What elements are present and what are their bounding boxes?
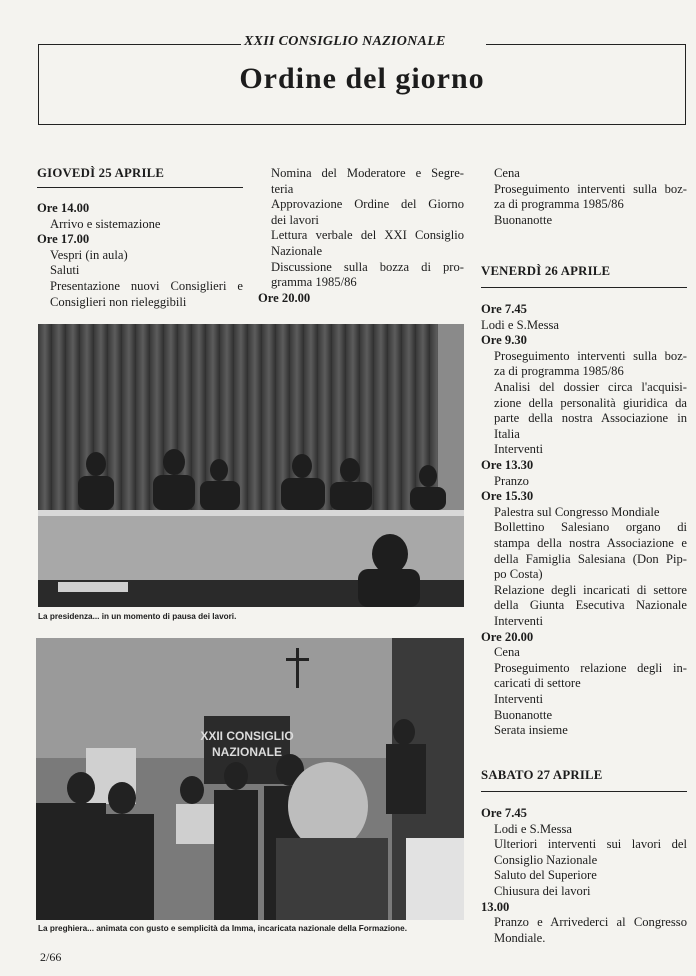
thursday-heading: GIOVEDÌ 25 APRILE [37, 166, 165, 180]
agenda-item: della Giunta Esecutiva Nazionale [494, 598, 687, 613]
thursday-section [37, 166, 243, 310]
thursday-continued [258, 166, 464, 306]
page-number: 2/66 [40, 950, 62, 964]
agenda-item: Nomina del Moderatore e Segre- [271, 166, 464, 180]
agenda-item: Saluto del Superiore [494, 868, 597, 883]
presidency-photo [38, 324, 464, 607]
friday-section [481, 264, 687, 739]
thursday-evening [481, 166, 687, 228]
agenda-item: Buonanotte [494, 212, 553, 227]
time-label: Ore 7.45 [481, 302, 527, 317]
agenda-item: Discussione sulla bozza di pro- [271, 259, 464, 274]
friday-heading: VENERDÌ 26 APRILE [481, 264, 611, 278]
agenda-item: Cena [494, 645, 520, 660]
thursday-lines [37, 201, 243, 310]
agenda-item: Lodi e S.Messa [481, 317, 560, 332]
agenda-item: Arrivo e sistemazione [50, 216, 161, 231]
agenda-item: zione della personalità giuridica da [494, 395, 687, 410]
presidency-photo-image [38, 324, 464, 607]
agenda-item: Vespri (in aula) [50, 247, 128, 262]
agenda-item: Relazione degli incaricati di settore [494, 582, 687, 597]
agenda-item: Saluti [50, 263, 80, 278]
agenda-item: po Costa) [494, 567, 543, 582]
agenda-item: za di programma 1985/86 [494, 364, 624, 379]
time-label: Ore 14.00 [37, 201, 90, 216]
time-label: Ore 15.30 [481, 489, 534, 504]
time-label: Ore 20.00 [258, 290, 311, 305]
agenda-item: parte della nostra Associazione in [494, 411, 687, 426]
prayer-photo-image [36, 638, 464, 920]
agenda-item: Chiusura dei lavori [494, 884, 591, 899]
agenda-item: Consiglio Nazionale [494, 852, 598, 867]
time-label: Ore 17.00 [37, 232, 90, 247]
agenda-item: Bollettino Salesiano organo di [494, 520, 687, 535]
time-label: Ore 9.30 [481, 333, 527, 348]
agenda-item: Ulteriori interventi sui lavori del [494, 837, 687, 852]
agenda-item: Interventi [494, 691, 543, 706]
agenda-item: Presentazione nuovi Consiglieri e [50, 279, 243, 294]
agenda-item: Consiglieri non rieleggibili [50, 294, 187, 309]
agenda-item: dei lavori [271, 212, 319, 227]
time-label: Ore 20.00 [481, 629, 534, 644]
agenda-item: Proseguimento interventi sulla boz- [494, 181, 687, 196]
agenda-item: stampa della nostra Associazione e [494, 536, 687, 550]
agenda-item: Lodi e S.Messa [494, 821, 573, 836]
agenda-item: Pranzo e Arrivederci al Congresso [494, 915, 687, 930]
agenda-item: Palestra sul Congresso Mondiale [494, 504, 660, 519]
agenda-item: Nazionale [271, 243, 323, 258]
friday-rule [481, 287, 687, 289]
time-label: 13.00 [481, 899, 510, 914]
agenda-item: Lettura verbale del XXI Consiglio [271, 228, 464, 243]
agenda-item: Analisi del dossier circa l'acquisi- [494, 380, 687, 395]
thursday-rule [37, 187, 243, 189]
saturday-heading: SABATO 27 APRILE [481, 768, 603, 782]
time-label: Ore 7.45 [481, 806, 527, 821]
agenda-item: Approvazione Ordine del Giorno [271, 197, 464, 212]
agenda-item: Mondiale. [494, 930, 546, 945]
friday-lines [481, 302, 687, 739]
page-title: Ordine del giorno [239, 62, 485, 95]
agenda-item: Proseguimento interventi sulla boz- [494, 348, 687, 363]
banner-text: XXII CONSIGLIO NAZIONALE [200, 729, 294, 759]
agenda-item: Serata insieme [494, 723, 568, 738]
saturday-section [481, 768, 687, 946]
agenda-item: Proseguimento relazione degli in- [494, 660, 687, 675]
agenda-item: Buonanotte [494, 707, 553, 722]
presidency-caption: La presidenza... in un momento di pausa dei lavori. [38, 612, 237, 621]
thursday-evening-lines [481, 166, 687, 228]
saturday-rule [481, 791, 687, 793]
agenda-item: za di programma 1985/86 [494, 197, 624, 212]
prayer-photo [36, 638, 464, 920]
thursday-cont-lines [258, 166, 464, 306]
council-label: XXII CONSIGLIO NAZIONALE [244, 34, 446, 49]
agenda-item: Pranzo [494, 473, 529, 488]
agenda-item: caricati di settore [494, 676, 581, 691]
agenda-item: Cena [494, 166, 520, 180]
agenda-item: gramma 1985/86 [271, 275, 357, 290]
agenda-item: Italia [494, 426, 520, 441]
agenda-item: Interventi [494, 442, 543, 457]
agenda-item: della Famiglia Salesiana (Don Pip- [494, 551, 687, 566]
agenda-item: teria [271, 181, 294, 196]
prayer-caption: La preghiera... animata con gusto e semplicità da Imma, incaricata nazionale della Formazione. [38, 924, 408, 933]
time-label: Ore 13.30 [481, 458, 534, 473]
agenda-item: Interventi [494, 613, 543, 628]
saturday-lines [481, 806, 687, 946]
